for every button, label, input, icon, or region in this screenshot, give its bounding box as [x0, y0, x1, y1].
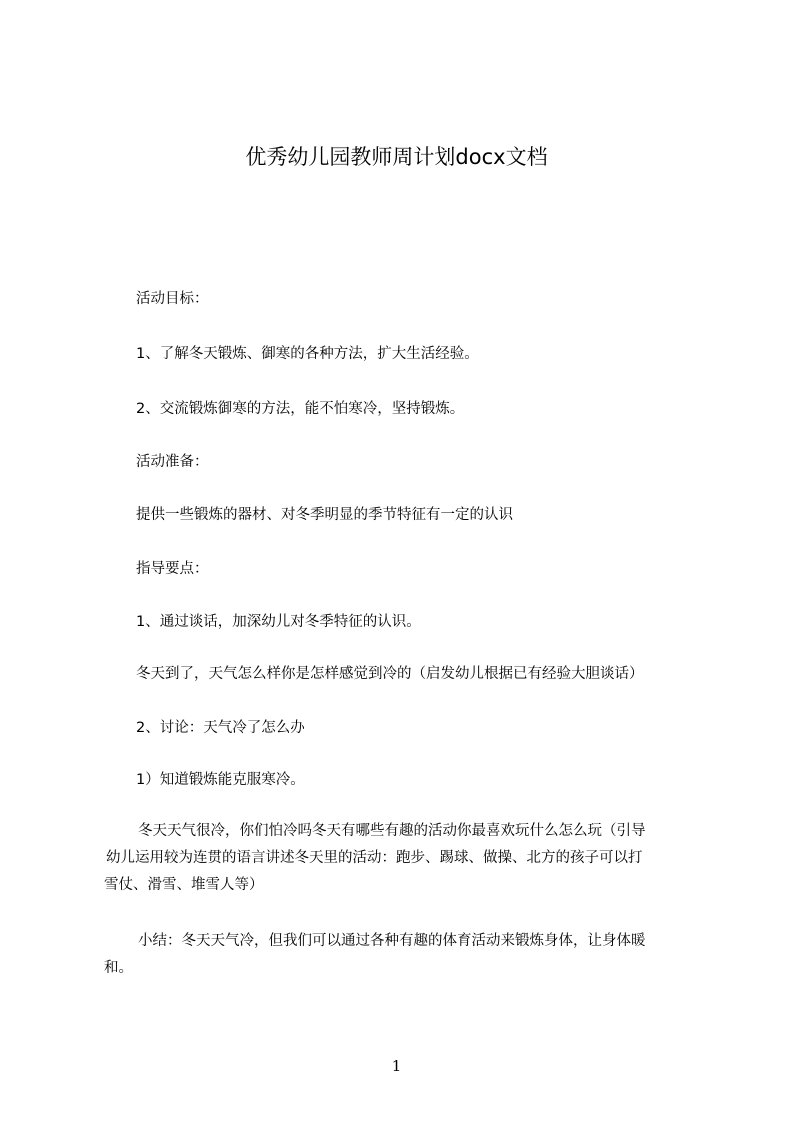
paragraph-preparation-text: 提供一些锻炼的器材、对冬季明显的季节特征有一定的认识	[136, 507, 513, 523]
paragraph-line: 幼儿运用较为连贯的语言讲述冬天里的活动：跑步、踢球、做操、北方的孩子可以打	[106, 850, 643, 866]
page-number: 1	[391, 1057, 402, 1075]
paragraph-goal-1: 1、了解冬天锻炼、御寒的各种方法，扩大生活经验。	[136, 346, 479, 362]
paragraph-activity-goals-heading: 活动目标：	[136, 291, 209, 307]
paragraph-line: 雪仗、滑雪、堆雪人等）	[104, 877, 264, 893]
paragraph-line: 和。	[104, 960, 133, 976]
paragraph-line: 小结：冬天天气冷，但我们可以通过各种有趣的体育活动来锻炼身体，让身体暖	[138, 933, 646, 949]
paragraph-guidance-2: 2、讨论：天气冷了怎么办	[136, 720, 305, 736]
paragraph-guidance-1: 1、通过谈话，加深幼儿对冬季特征的认识。	[136, 614, 421, 630]
paragraph-winter-activities	[104, 818, 646, 899]
paragraph-winter-question: 冬天到了，天气怎么样你是怎样感觉到冷的（启发幼儿根据已有经验大胆谈话）	[136, 666, 644, 682]
paragraph-guidance-heading: 指导要点：	[136, 561, 209, 577]
paragraph-goal-2: 2、交流锻炼御寒的方法，能不怕寒冷，坚持锻炼。	[136, 401, 465, 417]
document-title: 优秀幼儿园教师周计划docx文档	[245, 145, 548, 169]
paragraph-preparation-heading: 活动准备：	[136, 454, 209, 470]
paragraph-line: 冬天天气很冷，你们怕冷吗冬天有哪些有趣的活动你最喜欢玩什么怎么玩（引导	[138, 823, 646, 839]
paragraph-summary	[104, 928, 646, 982]
paragraph-guidance-2-1: 1）知道锻炼能克服寒冷。	[136, 772, 305, 788]
